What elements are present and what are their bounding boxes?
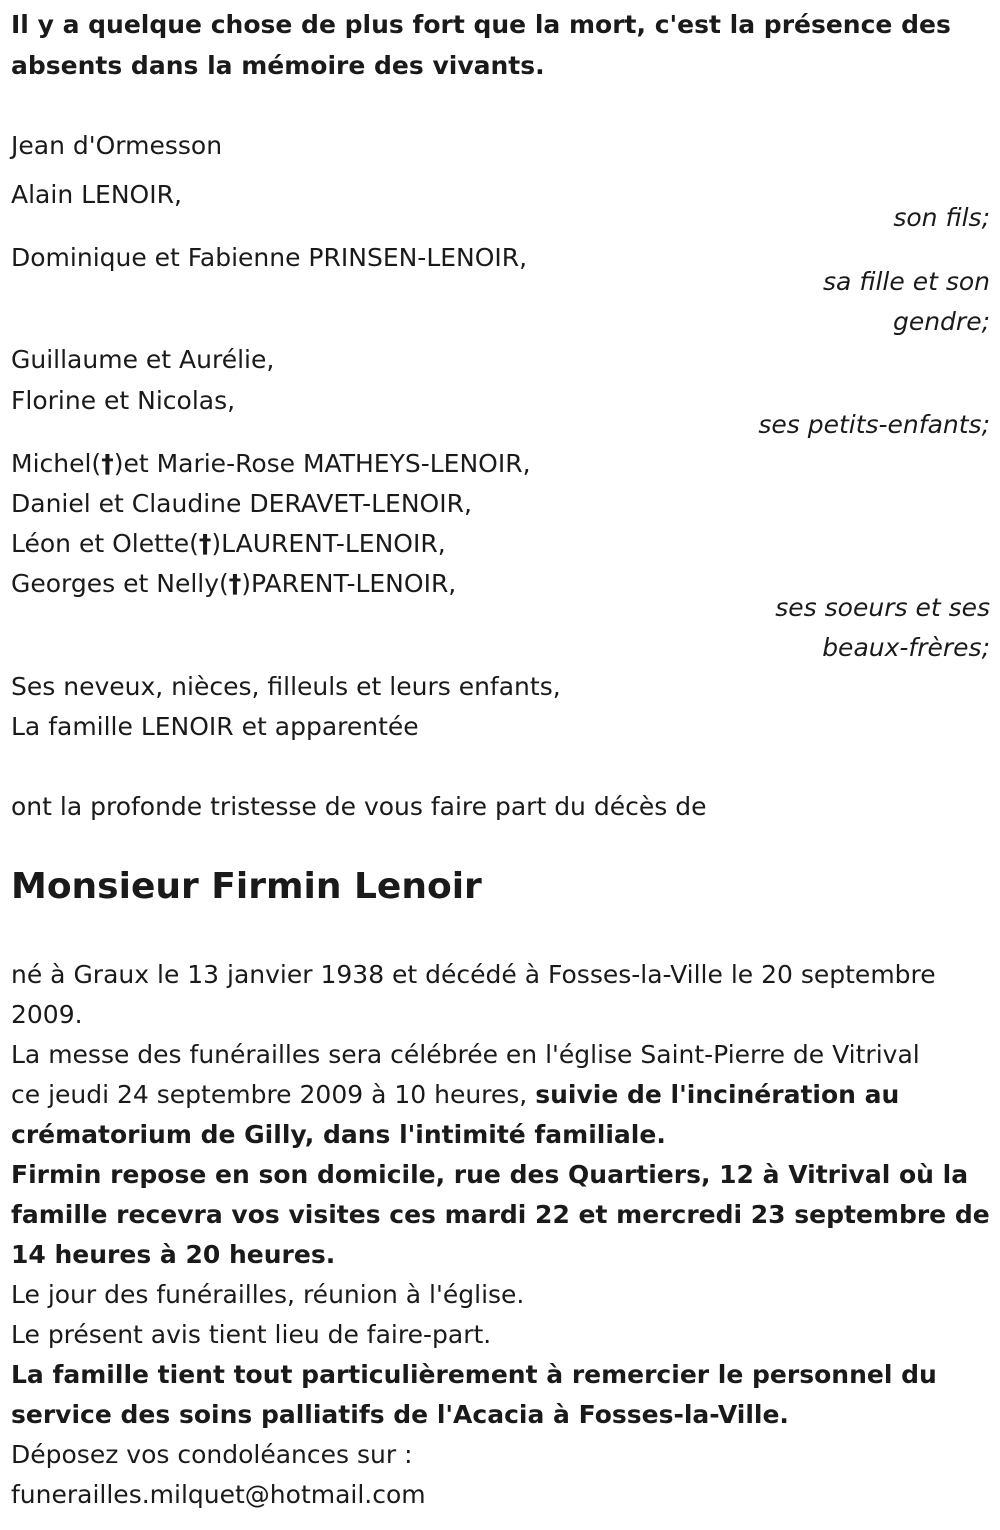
siblings-3-rest: )LAURENT-LENOIR, bbox=[211, 529, 446, 558]
family-daughter-role-1: sa fille et son bbox=[823, 267, 990, 296]
cross-icon: † bbox=[228, 569, 242, 598]
quote-line-1: Il y a quelque chose de plus fort que la mort, c'est la présence des bbox=[11, 10, 951, 39]
detail-notice: Le présent avis tient lieu de faire-part. bbox=[11, 1320, 492, 1349]
family-siblings-4 bbox=[11, 564, 456, 604]
announcement: ont la profonde tristesse de vous faire part du décès de bbox=[11, 792, 707, 821]
quote-author: Jean d'Ormesson bbox=[11, 131, 223, 160]
siblings-1-rest: )et Marie-Rose MATHEYS-LENOIR, bbox=[113, 449, 531, 478]
detail-mass-2 bbox=[11, 1075, 899, 1115]
family-son: Alain LENOIR, bbox=[11, 180, 182, 209]
family-others-2: La famille LENOIR et apparentée bbox=[11, 712, 419, 741]
detail-rest-2: famille recevra vos visites ces mardi 22 et mercredi 23 septembre de bbox=[11, 1200, 990, 1229]
siblings-4-rest: )PARENT-LENOIR, bbox=[241, 569, 457, 598]
family-siblings-1 bbox=[11, 444, 531, 484]
family-siblings-3 bbox=[11, 524, 446, 564]
detail-rest-3: 14 heures à 20 heures. bbox=[11, 1240, 336, 1269]
siblings-1-first: Michel( bbox=[11, 449, 102, 478]
cross-icon: † bbox=[198, 529, 212, 558]
detail-thanks-1: La famille tient tout particulièrement à remercier le personnel du bbox=[11, 1360, 937, 1389]
family-son-role: son fils; bbox=[893, 203, 990, 232]
family-siblings-role-1: ses soeurs et ses bbox=[775, 593, 990, 622]
mass-incineration: suivie de l'incinération au bbox=[535, 1080, 900, 1109]
quote-line-2: absents dans la mémoire des vivants. bbox=[11, 51, 545, 80]
cross-icon: † bbox=[101, 449, 114, 478]
detail-birth-2: 2009. bbox=[11, 1000, 83, 1029]
condolence-email[interactable]: funerailles.milquet@hotmail.com bbox=[11, 1480, 426, 1509]
family-siblings-role-2: beaux-frères; bbox=[822, 633, 990, 662]
siblings-3-first: Léon et Olette( bbox=[11, 529, 199, 558]
detail-birth-1: né à Graux le 13 janvier 1938 et décédé à Fosses-la-Ville le 20 septembre bbox=[11, 960, 936, 989]
family-grandchildren-2: Florine et Nicolas, bbox=[11, 386, 236, 415]
detail-meeting: Le jour des funérailles, réunion à l'église. bbox=[11, 1280, 525, 1309]
detail-mass-3: crématorium de Gilly, dans l'intimité familiale. bbox=[11, 1120, 666, 1149]
family-daughter: Dominique et Fabienne PRINSEN-LENOIR, bbox=[11, 243, 528, 272]
family-daughter-role-2: gendre; bbox=[892, 307, 990, 336]
family-grandchildren-role: ses petits-enfants; bbox=[758, 410, 990, 439]
mass-time: ce jeudi 24 septembre 2009 à 10 heures, bbox=[11, 1080, 536, 1109]
deceased-name: Monsieur Firmin Lenoir bbox=[11, 866, 482, 907]
detail-rest-1: Firmin repose en son domicile, rue des Quartiers, 12 à Vitrival où la bbox=[11, 1160, 969, 1189]
family-others-1: Ses neveux, nièces, filleuls et leurs enfants, bbox=[11, 672, 561, 701]
detail-thanks-2: service des soins palliatifs de l'Acacia à Fosses-la-Ville. bbox=[11, 1400, 789, 1429]
detail-mass-1: La messe des funérailles sera célébrée en l'église Saint-Pierre de Vitrival bbox=[11, 1040, 920, 1069]
family-siblings-2: Daniel et Claudine DERAVET-LENOIR, bbox=[11, 489, 472, 518]
siblings-4-first: Georges et Nelly( bbox=[11, 569, 229, 598]
detail-condolences: Déposez vos condoléances sur : bbox=[11, 1440, 413, 1469]
family-grandchildren-1: Guillaume et Aurélie, bbox=[11, 345, 275, 374]
